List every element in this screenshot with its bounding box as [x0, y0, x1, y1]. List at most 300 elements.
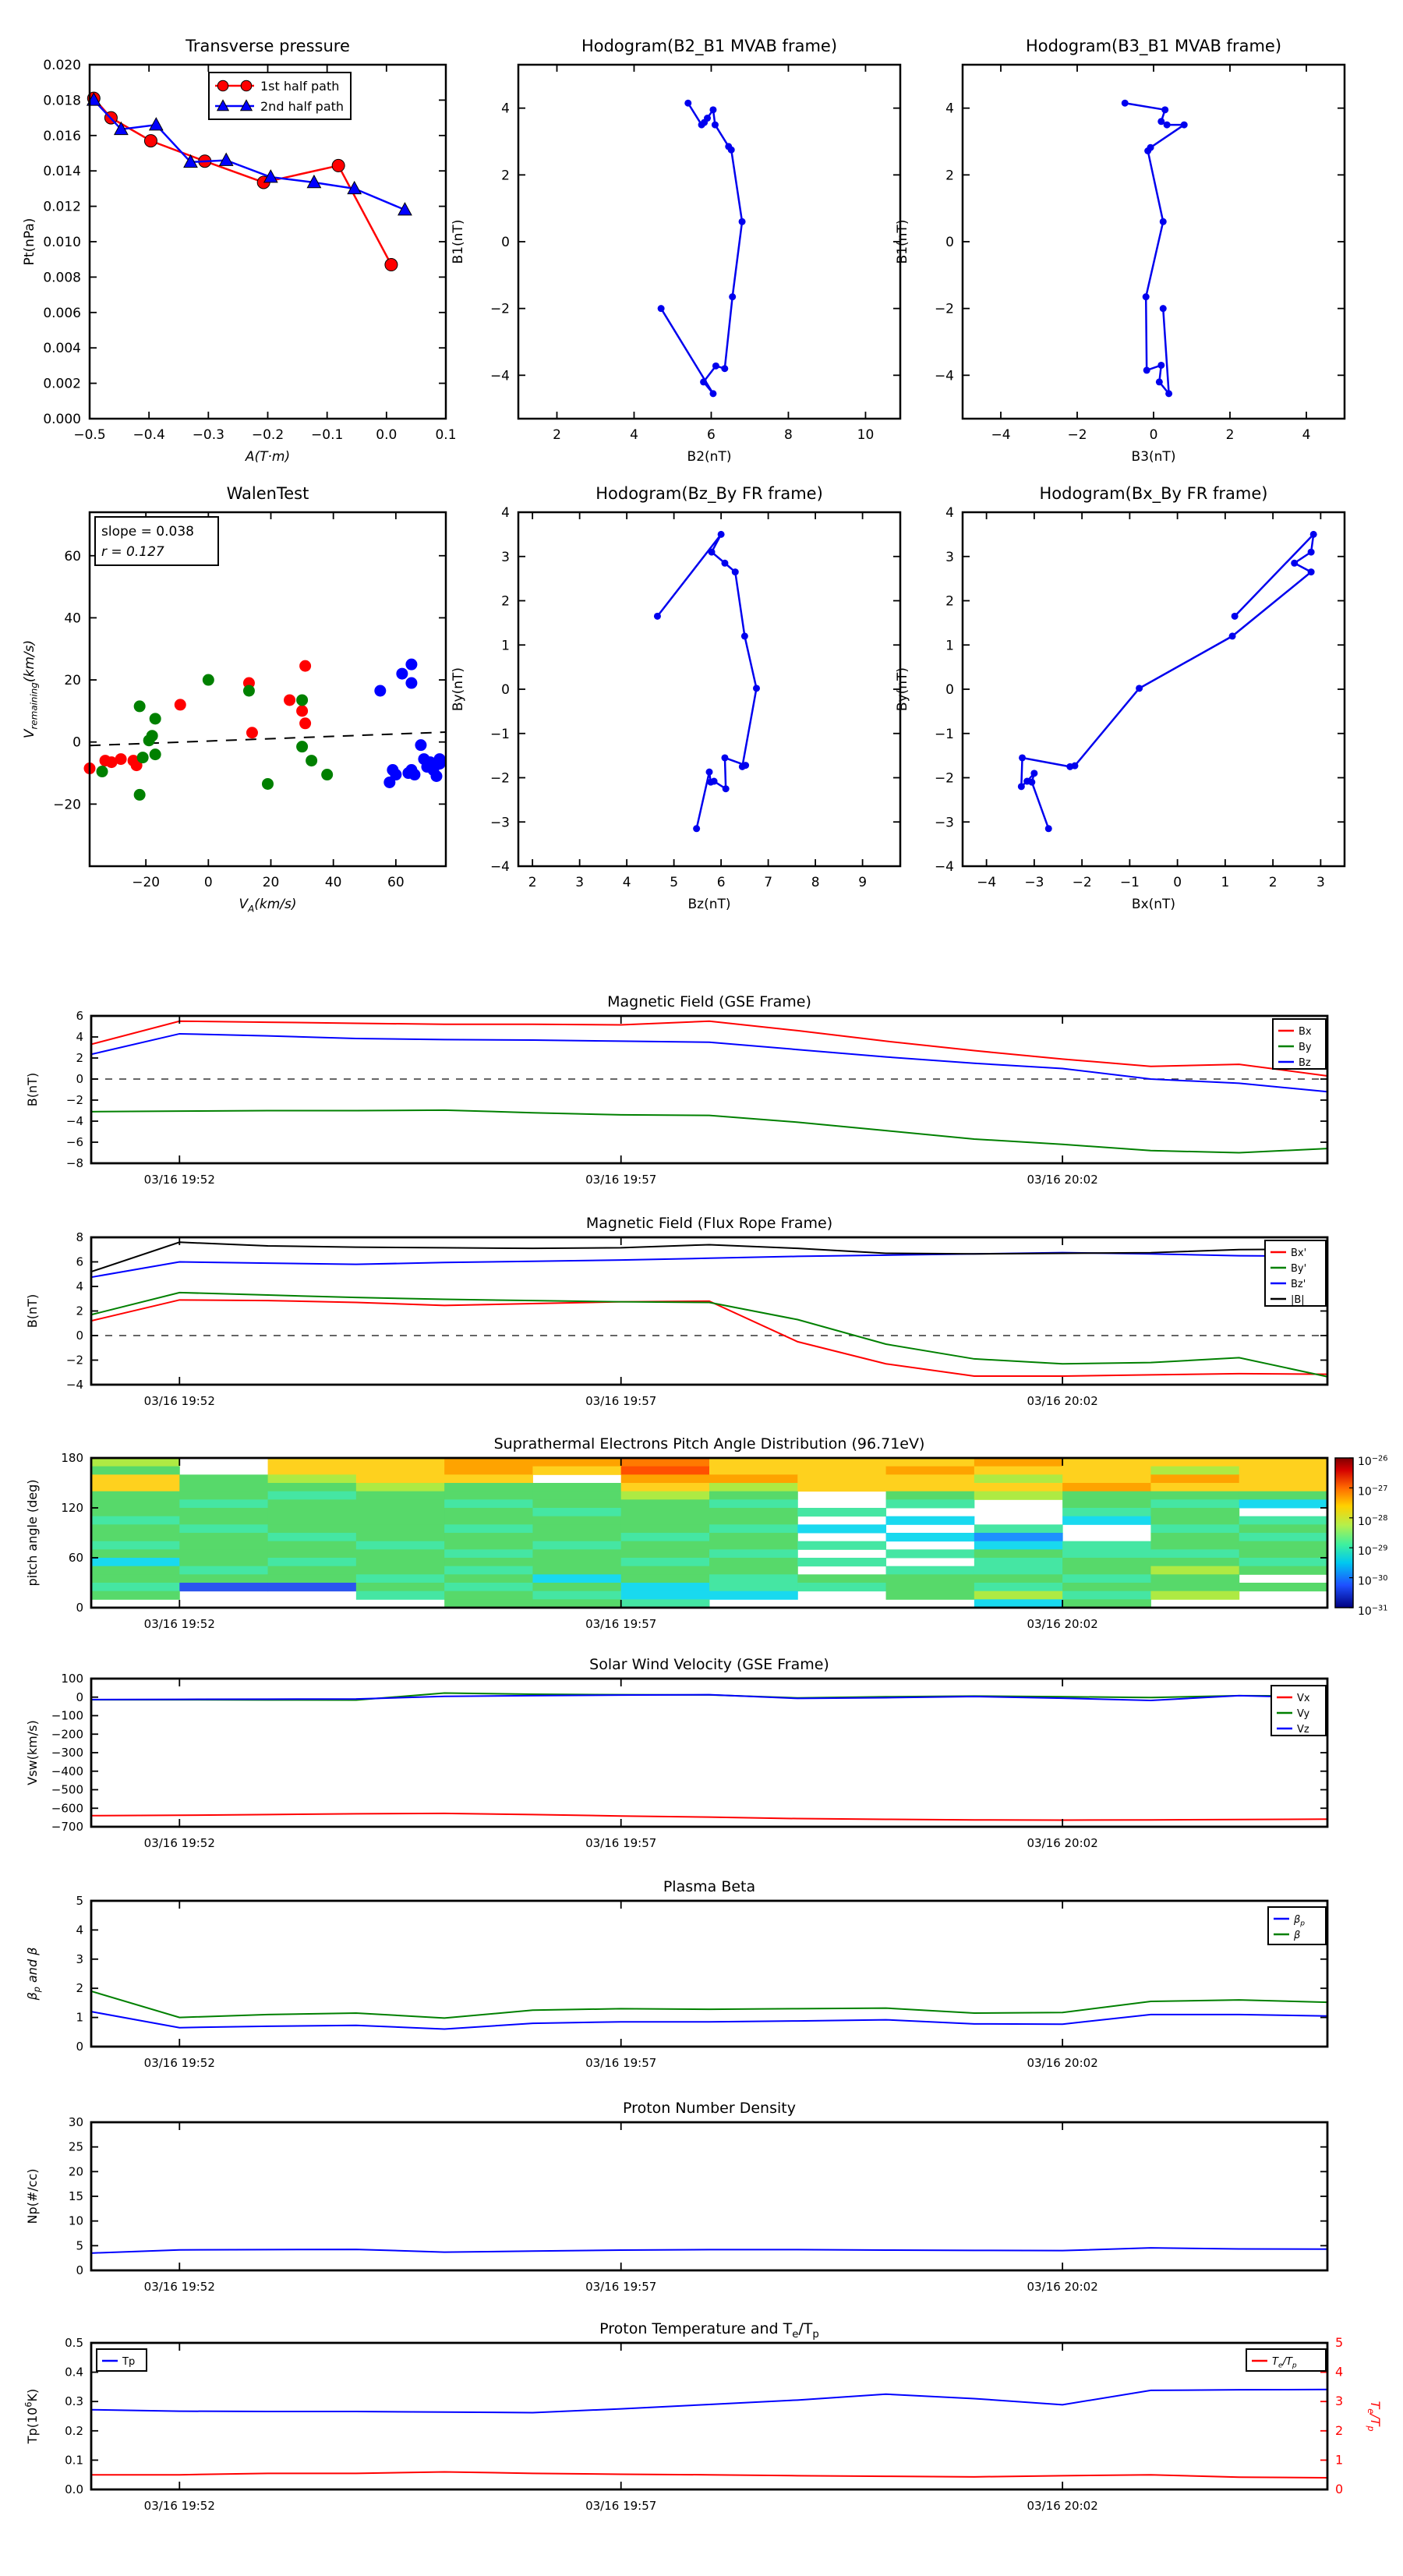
x-tick-label: −0.5: [73, 427, 106, 443]
heatmap-cell: [1239, 1558, 1328, 1566]
y-axis-label: $\beta_p$ and β: [25, 1947, 42, 2001]
heatmap-cell: [886, 1491, 975, 1500]
x-tick-label: 3: [575, 875, 585, 890]
heatmap-cell: [1062, 1483, 1151, 1491]
data-point: [385, 259, 398, 271]
scatter-point: [415, 739, 426, 751]
legend-label: $T_e/T_p$: [1272, 2356, 1297, 2370]
x-tick-label: 03/16 20:02: [1027, 1836, 1098, 1850]
x-tick-label: −0.4: [133, 427, 165, 443]
x-tick-label: 0: [1173, 875, 1182, 890]
scatter-point: [243, 685, 255, 696]
heatmap-cell: [268, 1541, 357, 1550]
panel-walen-test: [22, 484, 446, 914]
x-tick-label: 2: [553, 427, 561, 443]
x-tick-label: −1: [1119, 875, 1140, 890]
x-tick-label: 0: [203, 875, 213, 890]
y-tick-label: 0.0: [65, 2482, 83, 2496]
heatmap-cell: [797, 1574, 886, 1583]
heatmap-cell: [179, 1558, 268, 1566]
y-tick-label: −2: [65, 1353, 83, 1368]
scatter-point: [134, 700, 146, 712]
data-point: [1156, 378, 1163, 385]
heatmap-cell: [974, 1541, 1063, 1550]
y-tick-label-right: 5: [1335, 2335, 1344, 2350]
heatmap-cell: [621, 1566, 710, 1575]
scatter-point: [433, 758, 445, 770]
data-point: [1291, 560, 1298, 567]
heatmap-cell: [1062, 1508, 1151, 1516]
heatmap-cell: [356, 1533, 445, 1541]
heatmap-cell: [179, 1533, 268, 1541]
x-tick-label: 03/16 20:02: [1027, 1617, 1098, 1631]
y-tick-label: 2: [501, 168, 510, 184]
heatmap-cell: [532, 1508, 621, 1516]
x-tick-label: −0.1: [311, 427, 344, 443]
scatter-point: [299, 717, 311, 729]
data-point: [712, 122, 719, 129]
heatmap-cell: [179, 1508, 268, 1516]
x-tick-label: 6: [716, 875, 726, 890]
data-point: [739, 218, 746, 225]
data-point: [1310, 531, 1317, 538]
heatmap-cell: [1150, 1483, 1239, 1491]
legend-label: Vx: [1297, 1693, 1310, 1704]
panel-proton-temp: [24, 2320, 1383, 2513]
heatmap-cell: [91, 1524, 180, 1533]
y-tick-label: 0.010: [43, 235, 81, 250]
series-b: [91, 1242, 1327, 1272]
scatter-point: [299, 660, 311, 672]
legend-label: By: [1299, 1042, 1312, 1053]
heatmap-cell: [179, 1483, 268, 1491]
legend-label: Tp: [122, 2356, 136, 2368]
heatmap-cell: [91, 1491, 180, 1500]
data-point: [398, 203, 412, 215]
heatmap-cell: [356, 1566, 445, 1575]
heatmap-cell: [444, 1516, 533, 1525]
heatmap-cell: [532, 1558, 621, 1566]
y-tick-label: 5: [76, 2238, 83, 2253]
x-tick-label: 4: [630, 427, 638, 443]
heatmap-cell: [1062, 1574, 1151, 1583]
heatmap-cell: [91, 1583, 180, 1591]
data-point: [1165, 390, 1172, 397]
y-tick-label: 2: [76, 1051, 83, 1065]
data-point: [723, 785, 730, 792]
heatmap-cell: [268, 1483, 357, 1491]
heatmap-cell: [709, 1583, 798, 1591]
heatmap-cell: [532, 1574, 621, 1583]
series-line: [1021, 534, 1313, 828]
x-tick-label: 9: [858, 875, 868, 890]
scatter-point: [430, 770, 442, 782]
scatter-point: [296, 741, 308, 752]
x-axis-label: $V_A(km/s)$: [239, 897, 297, 915]
series-bz: [91, 1034, 1327, 1092]
series-bz: [91, 1253, 1327, 1278]
heatmap-cell: [268, 1524, 357, 1533]
heatmap-cell: [444, 1458, 533, 1467]
x-tick-label: 03/16 20:02: [1027, 1173, 1098, 1187]
heatmap-cell: [1150, 1458, 1239, 1467]
scatter-point: [175, 699, 186, 710]
heatmap-cell: [886, 1549, 975, 1558]
legend-label: Bx': [1291, 1247, 1307, 1259]
heatmap-cell: [709, 1524, 798, 1533]
x-tick-label: 4: [1302, 427, 1311, 443]
y-tick-label: −3: [934, 815, 954, 831]
heatmap-cell: [1239, 1524, 1328, 1533]
y-tick-label: 3: [501, 549, 510, 565]
heatmap-cell: [268, 1499, 357, 1508]
heatmap-cell: [91, 1541, 180, 1550]
heatmap-cell: [621, 1583, 710, 1591]
heatmap-cell: [974, 1558, 1063, 1566]
panel-title: Magnetic Field (Flux Rope Frame): [585, 1215, 833, 1232]
data-point: [721, 560, 728, 567]
y-tick-label: 4: [76, 1279, 83, 1293]
y-axis-label: B1(nT): [451, 219, 466, 264]
scatter-point: [147, 730, 158, 741]
y-tick-label: 6: [76, 1009, 83, 1023]
data-point: [729, 293, 736, 300]
y-tick-label: −3: [489, 815, 510, 831]
heatmap-cell: [91, 1499, 180, 1508]
x-tick-label: 20: [262, 875, 280, 890]
data-point: [709, 549, 716, 556]
heatmap-cell: [709, 1574, 798, 1583]
heatmap-cell: [1239, 1499, 1328, 1508]
heatmap-cell: [444, 1467, 533, 1475]
panel-mag-gse: [25, 993, 1327, 1187]
heatmap-cell: [179, 1566, 268, 1575]
heatmap-cell: [974, 1458, 1063, 1467]
heatmap-cell: [1150, 1491, 1239, 1500]
data-point: [709, 390, 716, 397]
panel-title: Proton Number Density: [623, 2100, 796, 2117]
y-tick-label: −4: [934, 859, 954, 875]
panel-title: Proton Temperature and $T_e/T_p$: [599, 2320, 819, 2341]
y-axis-label: Pt(nPa): [22, 218, 37, 266]
heatmap-cell: [444, 1508, 533, 1516]
heatmap-cell: [709, 1467, 798, 1475]
heatmap-cell: [268, 1458, 357, 1467]
x-tick-label: 03/16 19:57: [585, 2280, 657, 2294]
heatmap-cell: [621, 1524, 710, 1533]
scatter-point: [203, 674, 214, 686]
heatmap-cell: [179, 1499, 268, 1508]
y-tick-label: −300: [51, 1746, 83, 1760]
series-bx: [91, 1021, 1327, 1076]
x-tick-label: 10: [857, 427, 875, 443]
heatmap-cell: [356, 1508, 445, 1516]
heatmap-cell: [1150, 1516, 1239, 1525]
x-axis-label: Bz(nT): [687, 897, 731, 912]
y-tick-label: 0.014: [43, 164, 81, 180]
y-tick-label: 6: [76, 1254, 83, 1269]
heatmap-cell: [1150, 1467, 1239, 1475]
heatmap-cell: [974, 1467, 1063, 1475]
heatmap-cell: [268, 1558, 357, 1566]
data-point: [1160, 305, 1167, 312]
heatmap-cell: [1150, 1508, 1239, 1516]
y-tick-label: 4: [945, 101, 954, 117]
y-tick-label: 30: [68, 2115, 83, 2129]
y-tick-label: −700: [51, 1820, 83, 1834]
y-tick-label: 1: [501, 638, 510, 654]
data-point: [1028, 779, 1035, 786]
x-axis-label: B3(nT): [1131, 449, 1176, 465]
y-tick-label: 4: [501, 505, 510, 521]
axes-frame: [518, 512, 900, 866]
heatmap-cell: [797, 1558, 886, 1566]
x-axis-label: Bx(nT): [1131, 897, 1176, 912]
y-tick-label: 40: [64, 610, 81, 627]
data-point: [709, 106, 716, 113]
data-point: [1136, 685, 1143, 692]
colorbar: [1335, 1458, 1353, 1608]
y-tick-label: 2: [76, 1304, 83, 1318]
legend-label: By': [1291, 1263, 1307, 1275]
x-tick-label: 03/16 19:52: [143, 1173, 215, 1187]
series-by: [91, 1293, 1327, 1377]
panel-title: Hodogram(B3_B1 MVAB frame): [1025, 37, 1282, 55]
y-tick-label: 0.1: [65, 2453, 83, 2468]
heatmap-cell: [356, 1524, 445, 1533]
data-point: [732, 568, 739, 575]
heatmap-cell: [1062, 1491, 1151, 1500]
data-point: [1030, 770, 1037, 777]
heatmap-cell: [797, 1583, 886, 1591]
axes-frame: [91, 1901, 1327, 2047]
heatmap-cell: [886, 1474, 975, 1483]
y-tick-label: 0: [76, 2263, 83, 2277]
x-tick-label: 40: [324, 875, 342, 890]
scatter-point: [390, 769, 401, 780]
data-point: [1229, 632, 1236, 639]
heatmap-cell: [1062, 1499, 1151, 1508]
y-tick-label: 2: [76, 1981, 83, 1996]
x-tick-label: 03/16 19:52: [143, 2056, 215, 2070]
panel-title: Magnetic Field (GSE Frame): [607, 993, 811, 1010]
heatmap-cell: [268, 1467, 357, 1475]
y-tick-label: −20: [53, 797, 81, 813]
heatmap-cell: [886, 1499, 975, 1508]
panel-hodogram-b2-b1: [451, 37, 900, 465]
heatmap-cell: [621, 1558, 710, 1566]
x-tick-label: 03/16 19:57: [585, 1173, 657, 1187]
heatmap-cell: [444, 1541, 533, 1550]
y-tick-label: −200: [51, 1727, 83, 1742]
heatmap-cell: [621, 1591, 710, 1600]
x-tick-label: 03/16 19:52: [143, 2499, 215, 2513]
heatmap-cell: [1239, 1566, 1328, 1575]
y-tick-label: 2: [945, 168, 954, 184]
heatmap-cell: [91, 1483, 180, 1491]
heatmap-cell: [444, 1558, 533, 1566]
heatmap-cell: [444, 1524, 533, 1533]
y-tick-label: 3: [945, 549, 954, 565]
y-tick-label: 0.006: [43, 305, 81, 321]
heatmap-cell: [1150, 1524, 1239, 1533]
x-tick-label: −4: [991, 427, 1011, 443]
legend-label: Vz: [1297, 1724, 1309, 1736]
panel-hodogram-bx-by: [895, 484, 1345, 912]
x-tick-label: 4: [622, 875, 631, 890]
series-tp: [91, 2390, 1327, 2413]
heatmap-cell: [1062, 1516, 1151, 1525]
heatmap-cell: [709, 1566, 798, 1575]
y-tick-label: 8: [76, 1230, 83, 1244]
data-point: [654, 613, 661, 620]
heatmap-cell: [268, 1474, 357, 1483]
series-np: [91, 2248, 1327, 2253]
heatmap-cell: [356, 1499, 445, 1508]
y-tick-label: 0.012: [43, 199, 81, 215]
colorbar-label: $10^{-31}$: [1358, 1604, 1388, 1618]
scatter-point: [137, 752, 149, 763]
y-tick-label: 10: [68, 2213, 83, 2228]
heatmap-cell: [621, 1516, 710, 1525]
heatmap-cell: [621, 1499, 710, 1508]
heatmap-cell: [179, 1549, 268, 1558]
panel-title: Plasma Beta: [663, 1878, 756, 1895]
heatmap-cell: [974, 1574, 1063, 1583]
y-tick-label: −2: [934, 770, 954, 787]
heatmap-cell: [1239, 1516, 1328, 1525]
y-tick-label: 0.018: [43, 93, 81, 109]
axes-frame: [963, 65, 1345, 419]
y-tick-label: −1: [934, 726, 954, 742]
data-point: [1308, 568, 1315, 575]
series-beta: [91, 1991, 1327, 2018]
y-tick-label: −4: [489, 859, 510, 875]
scatter-point: [405, 678, 417, 689]
heatmap-cell: [179, 1491, 268, 1500]
heatmap-cell: [621, 1474, 710, 1483]
heatmap-cell: [268, 1574, 357, 1583]
heatmap-cell: [974, 1591, 1063, 1600]
heatmap-cell: [1239, 1458, 1328, 1467]
y-tick-label: 0.020: [43, 58, 81, 73]
y-tick-label: 60: [64, 548, 81, 564]
heatmap-cell: [444, 1583, 533, 1591]
legend-label: Bz': [1291, 1279, 1306, 1290]
y-tick-label: −4: [934, 368, 954, 384]
y-tick-label: 0.016: [43, 128, 81, 144]
y-tick-label: −6: [65, 1135, 83, 1149]
y-tick-label: 0: [945, 235, 954, 250]
heatmap-cell: [886, 1583, 975, 1591]
panel-title: Transverse pressure: [186, 37, 350, 55]
heatmap-cell: [886, 1458, 975, 1467]
y-tick-label: −2: [489, 301, 510, 317]
heatmap-cell: [91, 1558, 180, 1566]
y-tick-label: 0.4: [65, 2365, 83, 2380]
x-tick-label: 03/16 19:57: [585, 1836, 657, 1850]
y-tick-label: 25: [68, 2139, 83, 2154]
heatmap-cell: [444, 1566, 533, 1575]
x-tick-label: 5: [670, 875, 679, 890]
data-point: [1018, 783, 1025, 790]
heatmap-cell: [356, 1516, 445, 1525]
y-axis-label-right: $T_e/T_p$: [1366, 2401, 1383, 2432]
heatmap-cell: [974, 1583, 1063, 1591]
heatmap-cell: [356, 1491, 445, 1500]
heatmap-cell: [179, 1524, 268, 1533]
data-point: [728, 147, 735, 154]
heatmap-cell: [709, 1483, 798, 1491]
heatmap-cell: [356, 1558, 445, 1566]
y-tick-label: −8: [65, 1156, 83, 1170]
y-tick-label: 0: [76, 2040, 83, 2054]
y-axis-label: By(nT): [895, 667, 910, 712]
heatmap-cell: [974, 1533, 1063, 1541]
x-tick-label: 8: [784, 427, 793, 443]
heatmap-cell: [444, 1549, 533, 1558]
legend-label: 1st half path: [260, 79, 340, 94]
heatmap-cell: [1062, 1549, 1151, 1558]
y-tick-label-right: 3: [1335, 2394, 1344, 2409]
colorbar-label: $10^{-30}$: [1358, 1574, 1388, 1588]
x-tick-label: 0.1: [435, 427, 457, 443]
y-tick-label: 0: [501, 235, 510, 250]
data-point: [1157, 362, 1164, 369]
heatmap-cell: [709, 1499, 798, 1508]
data-point: [1143, 293, 1150, 300]
y-tick-label: −500: [51, 1782, 83, 1797]
heatmap-cell: [356, 1458, 445, 1467]
x-tick-label: −0.2: [251, 427, 284, 443]
x-tick-label: 03/16 20:02: [1027, 2499, 1098, 2513]
heatmap-cell: [532, 1458, 621, 1467]
y-tick-label: −100: [51, 1708, 83, 1723]
heatmap-cell: [1150, 1499, 1239, 1508]
x-tick-label: −20: [132, 875, 161, 890]
y-tick-label: 0.2: [65, 2423, 83, 2438]
panel-transverse-pressure: [22, 37, 457, 465]
scatter-point: [374, 685, 386, 696]
heatmap-cell: [1062, 1541, 1151, 1550]
data-point: [718, 531, 725, 538]
heatmap-cell: [621, 1508, 710, 1516]
panel-title: Hodogram(Bz_By FR frame): [595, 484, 823, 503]
y-tick-label: 0: [76, 1690, 83, 1704]
y-tick-label: 0: [76, 1072, 83, 1086]
data-point: [693, 825, 700, 832]
y-tick-label: 20: [68, 2164, 83, 2179]
heatmap-cell: [1062, 1558, 1151, 1566]
heatmap-cell: [1150, 1533, 1239, 1541]
heatmap-cell: [91, 1516, 180, 1525]
series-right-axis: [91, 2472, 1327, 2478]
panel-pad: [25, 1435, 1388, 1631]
y-tick-label: 0: [76, 1601, 83, 1615]
data-point: [712, 363, 719, 370]
scatter-point: [97, 766, 108, 777]
heatmap-cell: [1239, 1541, 1328, 1550]
data-point: [742, 762, 749, 769]
heatmap-cell: [179, 1583, 268, 1591]
data-point: [1160, 218, 1167, 225]
data-point: [706, 769, 713, 776]
heatmap-cell: [621, 1491, 710, 1500]
heatmap-cell: [709, 1558, 798, 1566]
heatmap-cell: [179, 1541, 268, 1550]
y-axis-label: Np(#/cc): [25, 2168, 40, 2224]
scatter-point: [115, 753, 127, 765]
